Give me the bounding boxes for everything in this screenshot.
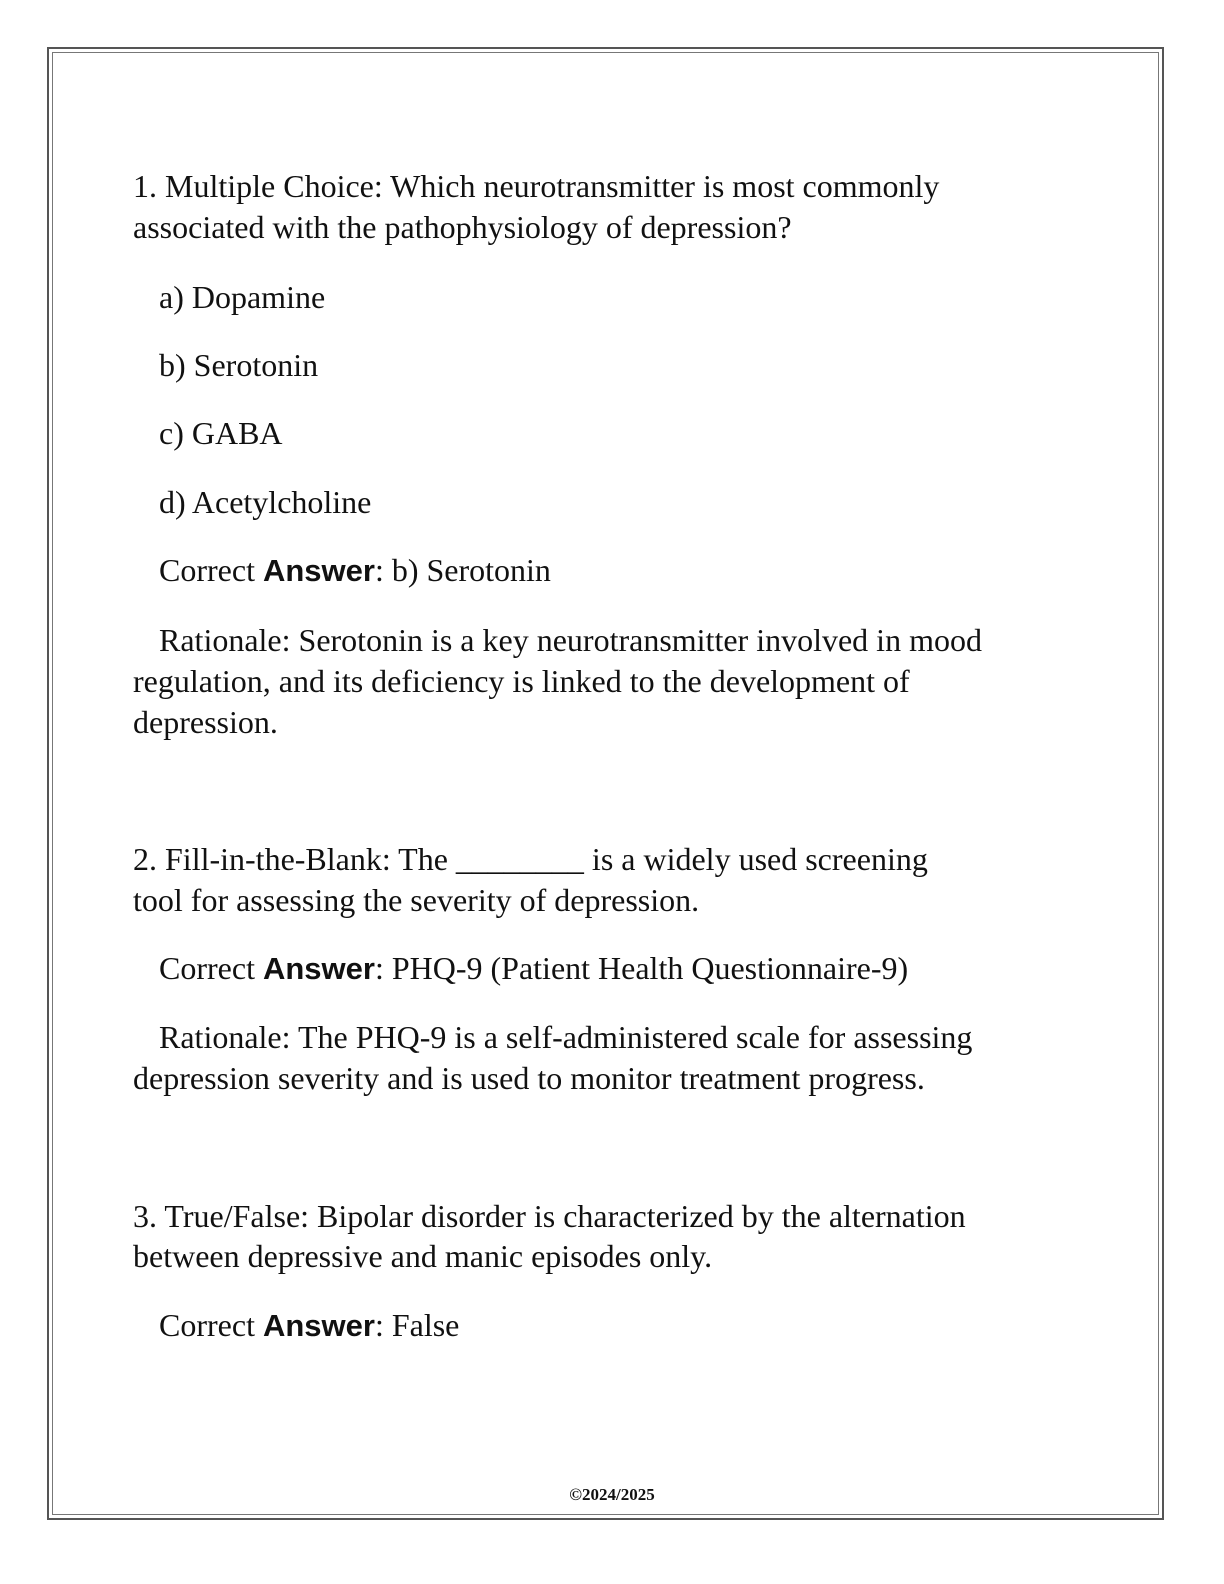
question-2-correct-answer — [159, 948, 908, 989]
question-1-option-a: a) Dopamine — [159, 279, 326, 315]
question-2-prompt-line-2: tool for assessing the severity of depression. — [133, 882, 700, 918]
copyright-footer: ©2024/2025 — [569, 1485, 655, 1504]
question-1-prompt-line-1: 1. Multiple Choice: Which neurotransmitter is most commonly — [133, 168, 940, 204]
question-1-rationale-line-2: regulation, and its deficiency is linked to the development of — [133, 663, 910, 699]
question-3-prompt-line-1: 3. True/False: Bipolar disorder is characterized by the alternation — [133, 1198, 966, 1234]
question-1-rationale-line-1: Rationale: Serotonin is a key neurotransmitter involved in mood — [159, 622, 982, 658]
answer-label: Answer — [262, 951, 375, 986]
question-2-rationale-line-2: depression severity and is used to monitor treatment progress. — [133, 1060, 925, 1096]
question-1-option-b: b) Serotonin — [159, 347, 319, 383]
question-2-prompt-line-1: 2. Fill-in-the-Blank: The ________ is a widely used screening — [133, 841, 928, 877]
page-border-inner — [52, 52, 1159, 1515]
question-1-prompt-line-2: associated with the pathophysiology of depression? — [133, 209, 792, 245]
answer-value: : b) Serotonin — [374, 552, 551, 588]
question-1-rationale-line-3: depression. — [133, 704, 278, 740]
answer-prefix: Correct — [159, 950, 263, 986]
question-2-rationale-line-1: Rationale: The PHQ-9 is a self-administered scale for assessing — [159, 1019, 973, 1055]
question-1-correct-answer — [159, 550, 551, 591]
answer-value: : False — [374, 1307, 460, 1343]
question-3-prompt-line-2: between depressive and manic episodes only. — [133, 1238, 713, 1274]
question-1-option-c: c) GABA — [159, 415, 283, 451]
answer-label: Answer — [262, 1308, 375, 1343]
question-1-option-d: d) Acetylcholine — [159, 484, 372, 520]
answer-value: : PHQ-9 (Patient Health Questionnaire-9) — [374, 950, 909, 986]
question-3-correct-answer — [159, 1305, 459, 1346]
answer-prefix: Correct — [159, 552, 263, 588]
answer-label: Answer — [262, 553, 375, 588]
answer-prefix: Correct — [159, 1307, 263, 1343]
